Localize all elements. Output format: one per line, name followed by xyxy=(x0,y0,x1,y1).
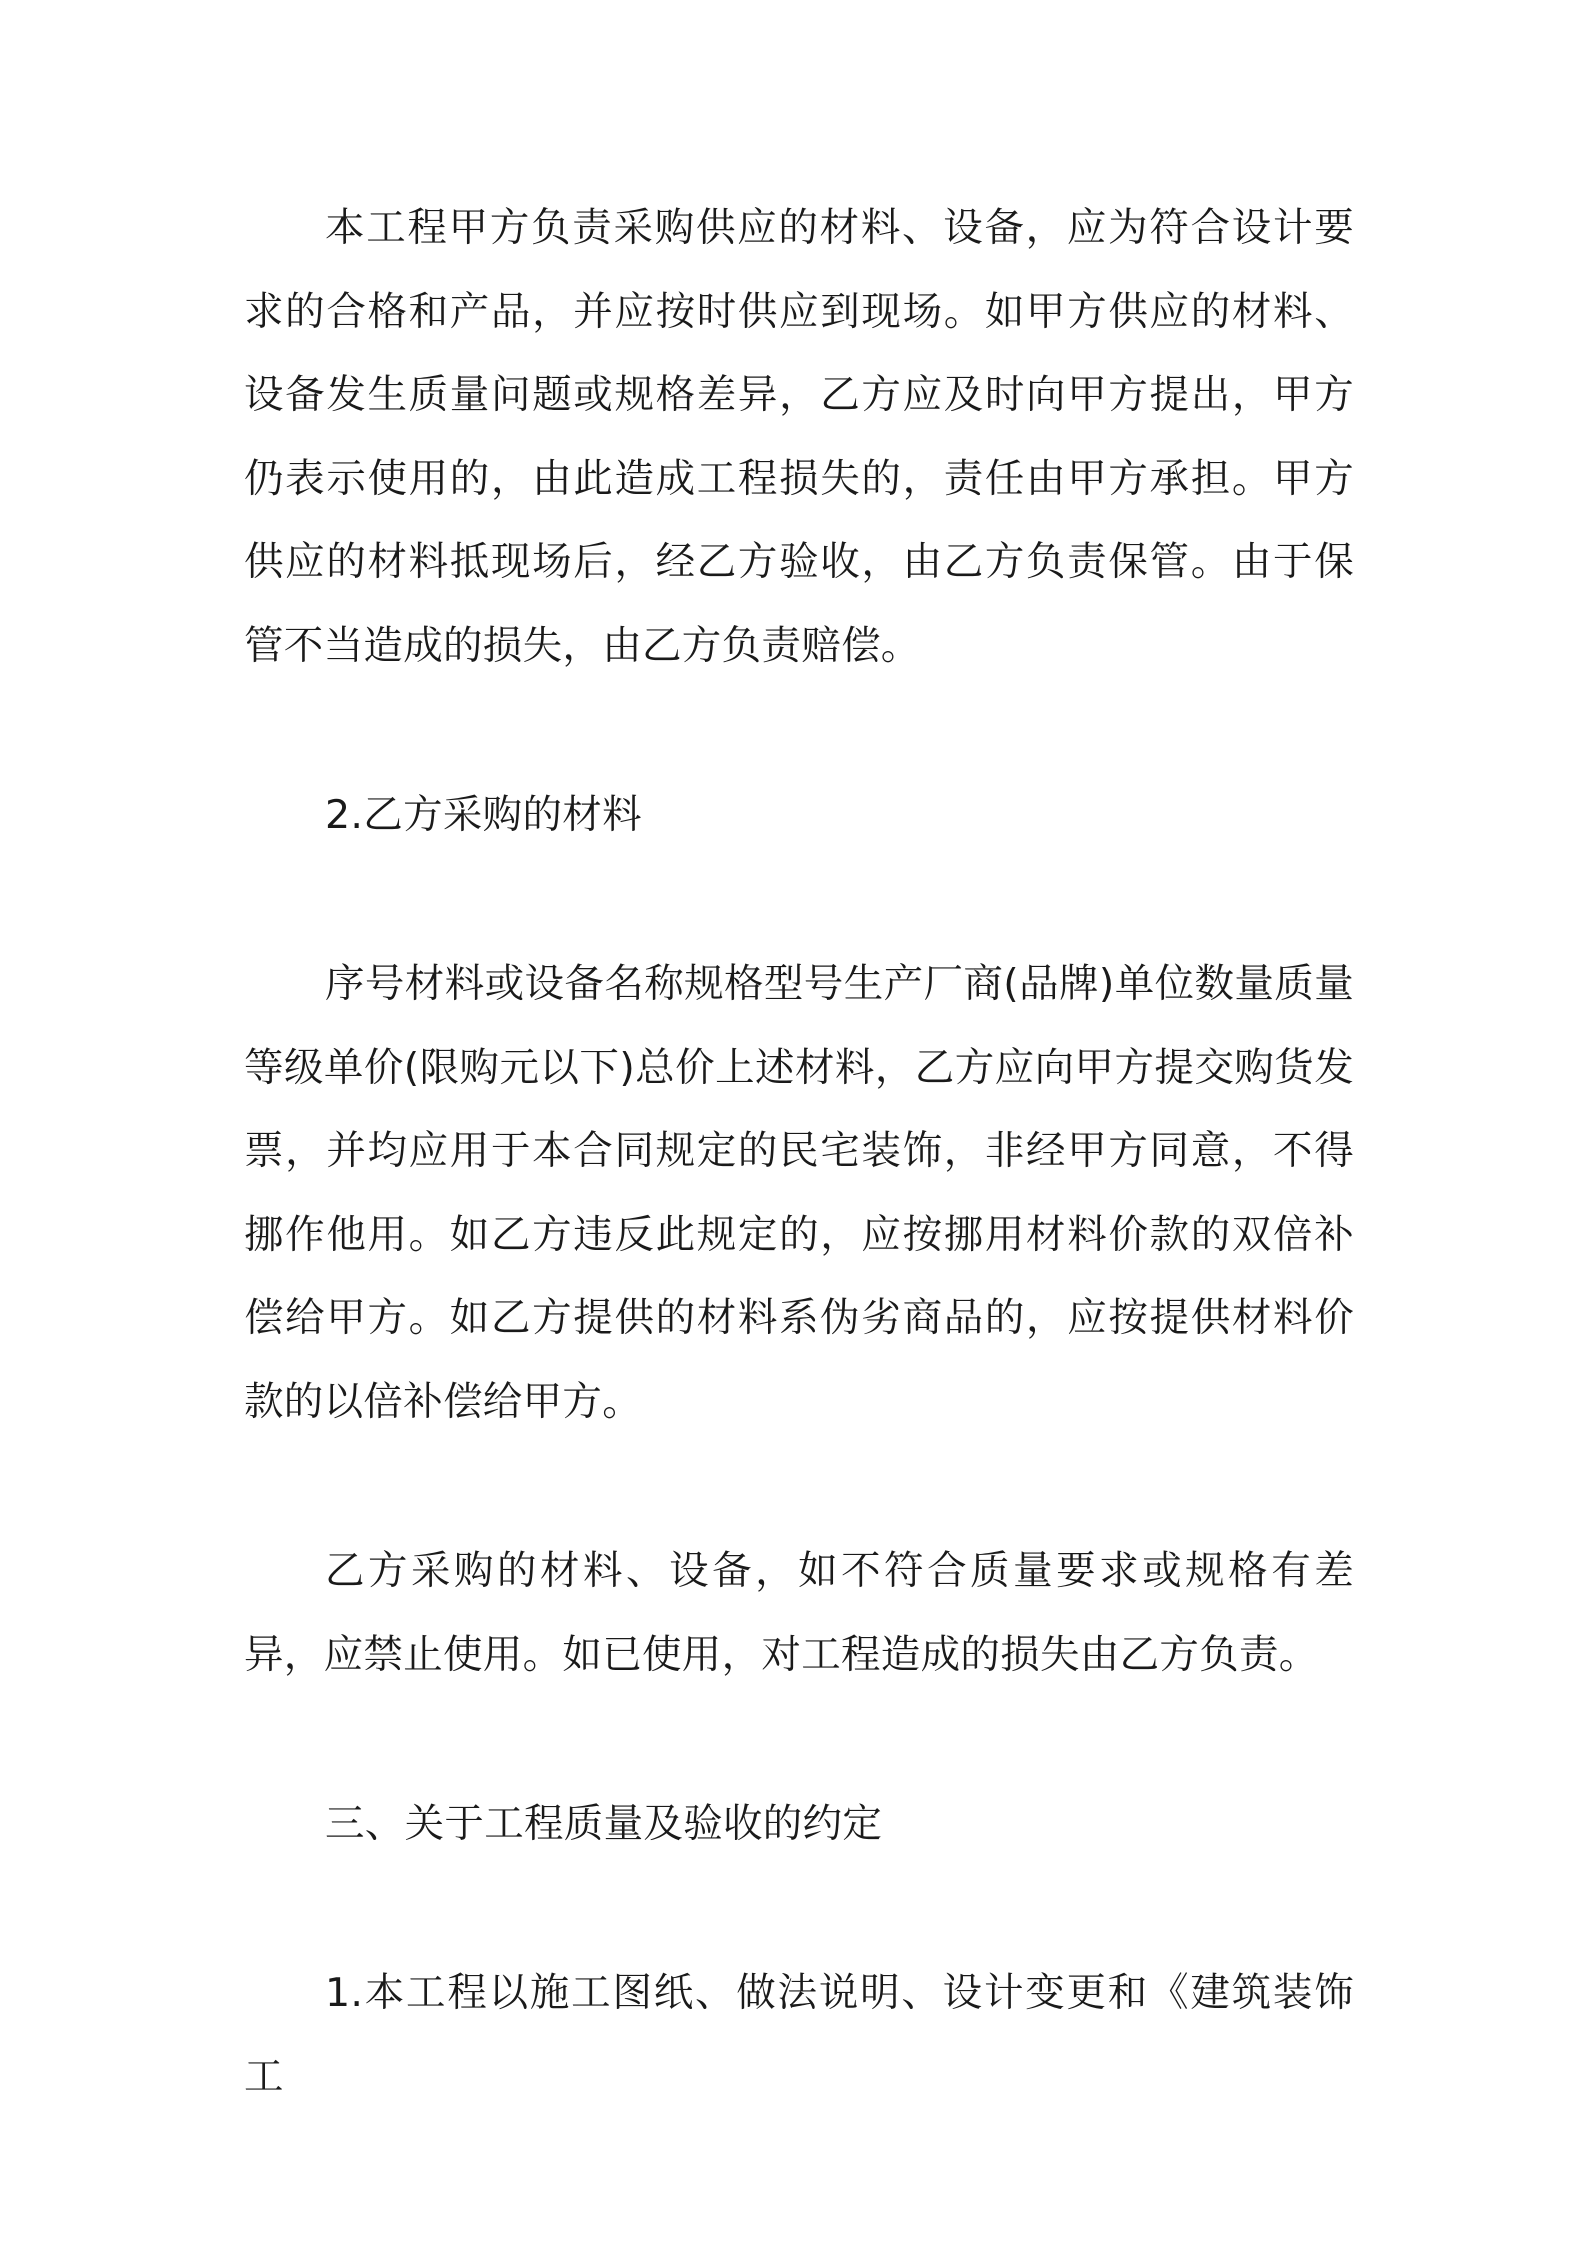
heading-contractor-purchased-materials: 2.乙方采购的材料 xyxy=(325,792,642,838)
paragraph-nonconforming-materials: 乙方采购的材料、设备，如不符合质量要求或规格有差异，应禁止使用。如已使用，对工程造成的损失由乙方负责。 xyxy=(244,1548,1354,1678)
paragraph-quality-basis: 1.本工程以施工图纸、做法说明、设计变更和《建筑装饰工 xyxy=(244,1970,1354,2100)
paragraph-owner-supplied-materials: 本工程甲方负责采购供应的材料、设备，应为符合设计要求的合格和产品，并应按时供应到现场。如甲方供应的材料、设备发生质量问题或规格差异，乙方应及时向甲方提出，甲方仍表示使用的，由此造成工程损失的，责任由甲方承担。甲方供应的材料抵现场后，经乙方验收，由乙方负责保管。由于保管不当造成的损失，由乙方负责赔偿。 xyxy=(244,205,1354,669)
heading-quality-and-acceptance: 三、关于工程质量及验收的约定 xyxy=(325,1801,883,1847)
paragraph-materials-list-and-invoices: 序号材料或设备名称规格型号生产厂商(品牌)单位数量质量等级单价(限购元以下)总价上述材料，乙方应向甲方提交购货发票，并均应用于本合同规定的民宅装饰，非经甲方同意，不得挪作他用。如乙方违反此规定的，应按挪用材料价款的双倍补偿给甲方。如乙方提供的材料系伪劣商品的，应按提供材料价款的以倍补偿给甲方。 xyxy=(244,961,1354,1425)
